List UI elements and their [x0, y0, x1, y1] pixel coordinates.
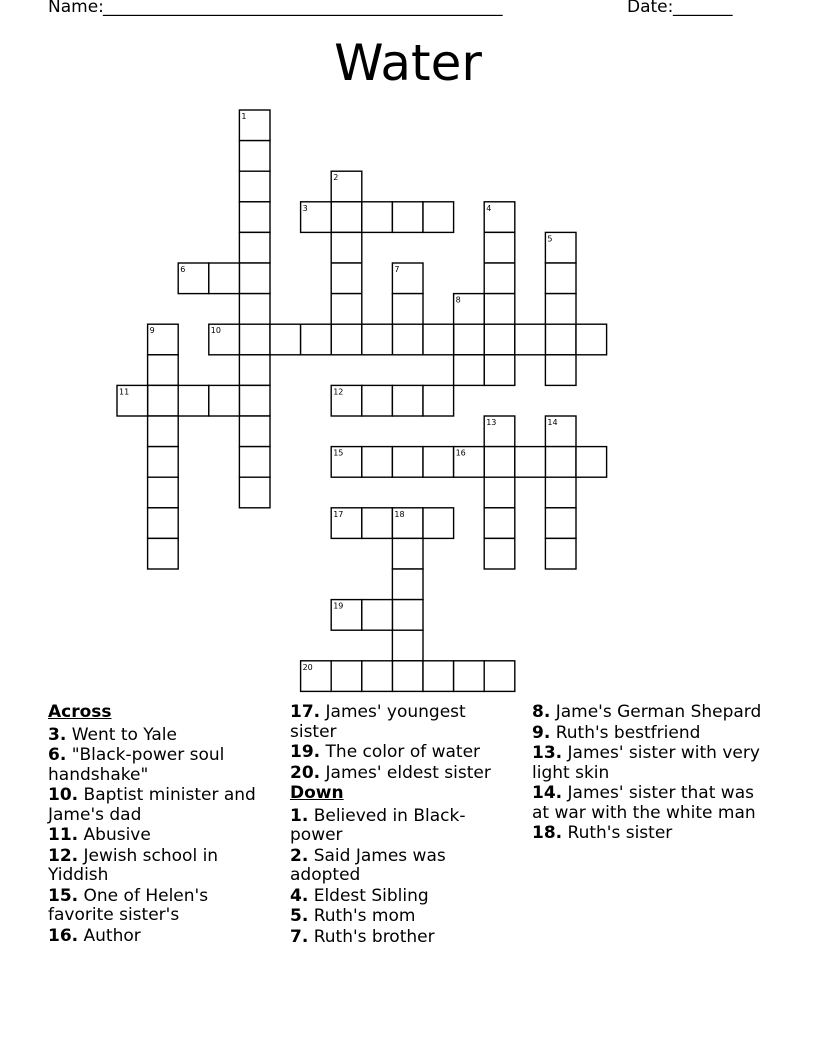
grid-cell[interactable] [362, 661, 393, 692]
puzzle-title: Water [334, 34, 482, 92]
clue-text: James' sister that was at war with the white man [532, 783, 756, 823]
clue-number: 11. [48, 825, 79, 845]
grid-cell[interactable] [301, 324, 332, 355]
grid-cell[interactable] [392, 202, 423, 233]
clue-number-label: 10 [210, 326, 221, 336]
grid-cell[interactable] [209, 385, 240, 416]
down-clue [290, 847, 515, 886]
grid-cell[interactable] [331, 324, 362, 355]
clue-text: Believed in Black-power [290, 805, 466, 845]
grid-cell[interactable] [392, 630, 423, 661]
grid-cell[interactable] [239, 447, 270, 478]
clue-number: 1. [290, 805, 309, 826]
grid-cell[interactable] [148, 508, 179, 539]
name-label: Name: [48, 0, 104, 17]
clue-number-label: 5 [547, 234, 553, 244]
clue-text: "Black-power soul handshake" [48, 745, 225, 785]
grid-cell[interactable] [392, 447, 423, 478]
down-clue [532, 703, 772, 723]
grid-cell[interactable] [209, 263, 240, 294]
clue-number: 13. [532, 743, 563, 763]
grid-cell[interactable] [270, 324, 301, 355]
clue-number-label: 12 [333, 387, 344, 397]
across-clue [290, 743, 515, 763]
grid-cell[interactable] [148, 538, 179, 569]
grid-cell[interactable] [423, 661, 454, 692]
grid-cell[interactable] [392, 385, 423, 416]
grid-cell[interactable] [484, 538, 515, 569]
grid-cell[interactable] [545, 355, 576, 386]
grid-cell[interactable] [331, 202, 362, 233]
grid-cell[interactable] [148, 355, 179, 386]
clue-text: Eldest Sibling [308, 885, 429, 906]
clue-number: 7. [290, 926, 309, 947]
clue-text: Ruth's mom [308, 906, 416, 926]
clue-number-label: 4 [486, 203, 492, 213]
grid-cell[interactable] [545, 324, 576, 355]
grid-cell[interactable] [239, 232, 270, 263]
down-clue [532, 824, 772, 844]
across-clue [48, 726, 273, 746]
grid-cell[interactable] [362, 385, 393, 416]
grid-cell[interactable] [484, 447, 515, 478]
grid-cell[interactable] [148, 447, 179, 478]
clue-number-label: 3 [302, 203, 308, 213]
grid-cell[interactable] [484, 263, 515, 294]
grid-cell[interactable] [362, 447, 393, 478]
grid-cell[interactable] [362, 202, 393, 233]
clue-number-label: 7 [394, 265, 400, 274]
clue-text: Jewish school in Yiddish [48, 845, 219, 885]
clue-number-label: 6 [180, 265, 186, 274]
across-clue [48, 847, 273, 886]
grid-cell[interactable] [515, 324, 546, 355]
clue-number-label: 14 [547, 418, 558, 427]
across-clue [48, 746, 273, 785]
clues-column-2 [290, 703, 515, 948]
grid-cell[interactable] [545, 538, 576, 569]
grid-cell[interactable] [484, 232, 515, 263]
clues-column-1 [48, 703, 273, 947]
clue-number-label: 11 [119, 387, 130, 397]
date-label: Date: [627, 0, 674, 17]
grid-cell[interactable] [545, 294, 576, 325]
clue-number-label: 17 [333, 509, 344, 519]
grid-cell[interactable] [423, 447, 454, 478]
clue-text: The color of water [320, 742, 481, 762]
down-heading: Down [290, 783, 344, 803]
clue-number: 9. [532, 722, 551, 743]
clue-number: 12. [48, 845, 79, 866]
grid-cell[interactable] [239, 355, 270, 386]
clue-text: Author [78, 925, 141, 946]
clue-text: Went to Yale [66, 724, 177, 745]
down-clue [290, 807, 515, 846]
grid-cell[interactable] [454, 355, 485, 386]
clue-text: Abusive [78, 825, 151, 845]
grid-cell[interactable] [484, 294, 515, 325]
grid-cell[interactable] [484, 661, 515, 692]
clue-text: James' youngest sister [290, 702, 466, 742]
grid-cell[interactable] [362, 324, 393, 355]
across-clue [290, 703, 515, 742]
down-clue [290, 928, 515, 948]
grid-cell[interactable] [576, 324, 607, 355]
grid-cell[interactable] [392, 661, 423, 692]
grid-cell[interactable] [484, 324, 515, 355]
clue-number: 2. [290, 845, 309, 866]
grid-cell[interactable] [484, 477, 515, 508]
grid-cell[interactable] [423, 508, 454, 539]
clues-column-3 [532, 703, 772, 845]
grid-cell[interactable] [392, 600, 423, 631]
grid-cell[interactable] [545, 263, 576, 294]
grid-cell[interactable] [423, 385, 454, 416]
grid-cell[interactable] [423, 324, 454, 355]
clue-number: 5. [290, 906, 309, 926]
clue-number-label: 9 [149, 326, 155, 336]
grid-cell[interactable] [392, 538, 423, 569]
grid-cell[interactable] [331, 661, 362, 692]
grid-cell[interactable] [362, 600, 393, 631]
clue-number-label: 16 [455, 448, 466, 458]
across-clue [48, 887, 273, 926]
date-field[interactable]: _______ [673, 0, 733, 17]
clue-number: 3. [48, 724, 67, 745]
down-clue [532, 784, 772, 823]
clue-number: 4. [290, 885, 309, 906]
grid-cell[interactable] [239, 263, 270, 294]
clue-number-label: 13 [486, 418, 497, 427]
clue-number: 19. [290, 742, 321, 762]
clue-number-label: 15 [333, 448, 344, 458]
across-clue [290, 764, 515, 784]
name-field[interactable]: _______________________________________________ [103, 0, 503, 17]
grid-cell[interactable] [545, 447, 576, 478]
clue-number: 15. [48, 885, 79, 906]
clue-number-label: 1 [241, 112, 247, 121]
grid-cell[interactable] [239, 171, 270, 202]
grid-cell[interactable] [148, 385, 179, 416]
grid-cell[interactable] [454, 324, 485, 355]
across-clue [48, 786, 273, 825]
clue-number-label: 20 [302, 662, 313, 672]
grid-cell[interactable] [178, 385, 209, 416]
clue-number-label: 8 [455, 295, 461, 305]
down-clue [290, 887, 515, 907]
grid-cell[interactable] [392, 294, 423, 325]
clue-text: Ruth's bestfriend [550, 722, 701, 743]
across-clue [48, 826, 273, 846]
down-clue [532, 724, 772, 744]
grid-cell[interactable] [148, 416, 179, 447]
clue-number: 8. [532, 702, 551, 722]
clue-number-label: 2 [333, 173, 339, 183]
grid-cell[interactable] [331, 263, 362, 294]
grid-cell[interactable] [239, 141, 270, 172]
clue-number: 16. [48, 925, 79, 946]
grid-cell[interactable] [239, 324, 270, 355]
clue-number-label: 19 [333, 601, 344, 611]
grid-cell[interactable] [148, 477, 179, 508]
clue-text: Ruth's brother [308, 926, 435, 947]
grid-cell[interactable] [239, 416, 270, 447]
grid-cell[interactable] [239, 202, 270, 233]
clue-text: Said James was adopted [290, 845, 446, 885]
grid-cell[interactable] [545, 508, 576, 539]
grid-cell[interactable] [515, 447, 546, 478]
grid-cell[interactable] [239, 477, 270, 508]
clue-number: 17. [290, 702, 321, 722]
clue-number: 18. [532, 823, 563, 843]
clue-text: Baptist minister and Jame's dad [48, 785, 256, 825]
grid-cell[interactable] [331, 294, 362, 325]
grid-cell[interactable] [331, 232, 362, 263]
clue-number: 20. [290, 762, 321, 783]
clue-text: Ruth's sister [562, 823, 673, 843]
grid-cell[interactable] [239, 294, 270, 325]
clue-text: Jame's German Shepard [550, 702, 762, 722]
clue-text: James' eldest sister [320, 762, 491, 783]
grid-cell[interactable] [454, 661, 485, 692]
across-heading: Across [48, 702, 112, 722]
grid-cell[interactable] [484, 508, 515, 539]
clue-number: 6. [48, 745, 67, 765]
grid-cell[interactable] [484, 355, 515, 386]
clue-number: 14. [532, 783, 563, 803]
grid-cell[interactable] [392, 324, 423, 355]
grid-cell[interactable] [362, 508, 393, 539]
clue-number-label: 18 [394, 509, 405, 519]
down-clue [290, 907, 515, 927]
grid-cell[interactable] [576, 447, 607, 478]
grid-cell[interactable] [392, 569, 423, 600]
grid-cell[interactable] [423, 202, 454, 233]
down-clue [532, 744, 772, 783]
across-clue [48, 927, 273, 947]
grid-cell[interactable] [545, 477, 576, 508]
clue-text: James' sister with very light skin [532, 743, 760, 783]
clue-number: 10. [48, 785, 79, 805]
grid-cell[interactable] [239, 385, 270, 416]
clue-text: One of Helen's favorite sister's [48, 885, 209, 925]
